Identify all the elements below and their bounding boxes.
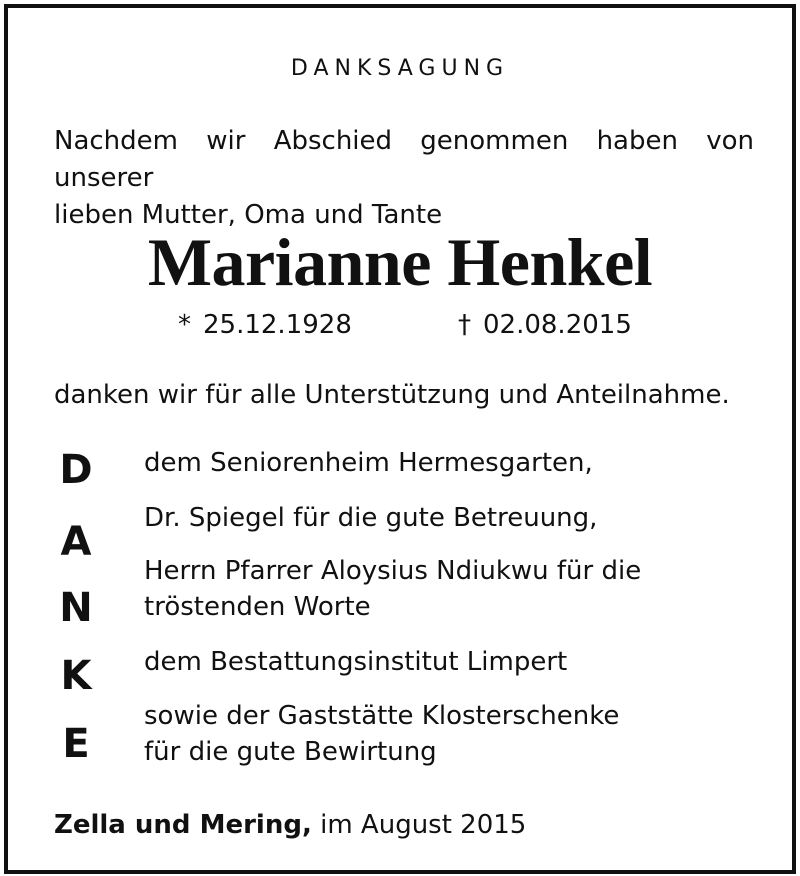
footer-date: im August 2015	[320, 810, 527, 840]
thanks-line: danken wir für alle Unterstützung und Anteilnahme.	[54, 380, 730, 410]
thanks-entry-restaurant	[144, 698, 764, 770]
entry-line: sowie der Gaststätte Klosterschenke	[144, 701, 620, 731]
entry-line: dem Seniorenheim Hermesgarten,	[144, 448, 593, 478]
death-date-block	[458, 308, 632, 342]
death-date: 02.08.2015	[483, 310, 632, 340]
entry-line: für die gute Bewirtung	[144, 737, 437, 767]
death-cross-icon: †	[458, 310, 471, 340]
notice-heading: DANKSAGUNG	[290, 56, 510, 81]
thanks-entry-funeral-home	[144, 644, 764, 680]
footer-place: Zella und Mering,	[54, 810, 312, 840]
thanks-entry-pastor	[144, 553, 764, 625]
birth-date: 25.12.1928	[203, 310, 352, 340]
birth-date-block	[178, 308, 352, 342]
entry-line: Dr. Spiegel für die gute Betreuung,	[144, 503, 598, 533]
notice-footer	[54, 808, 526, 842]
danke-letter-e: E	[62, 721, 90, 767]
danke-letter-d: D	[59, 447, 93, 493]
danke-letter-a: A	[60, 519, 92, 565]
intro-line-2: lieben Mutter, Oma und Tante	[54, 200, 443, 230]
entry-line: Herrn Pfarrer Aloysius Ndiukwu für die	[144, 556, 642, 586]
intro-line-1: Nachdem wir Abschied genommen haben von unserer	[54, 126, 754, 193]
danke-letter-k: K	[60, 653, 92, 699]
thanks-entry-seniorenheim	[144, 445, 764, 481]
birth-star-icon: *	[178, 310, 191, 340]
entry-line: tröstenden Worte	[144, 592, 371, 622]
thanks-entry-doctor	[144, 500, 764, 536]
deceased-name: Marianne Henkel	[147, 224, 653, 300]
notice-frame	[4, 4, 796, 874]
intro-text	[54, 123, 754, 234]
entry-line: dem Bestattungsinstitut Limpert	[144, 647, 568, 677]
danke-letter-n: N	[59, 585, 93, 631]
